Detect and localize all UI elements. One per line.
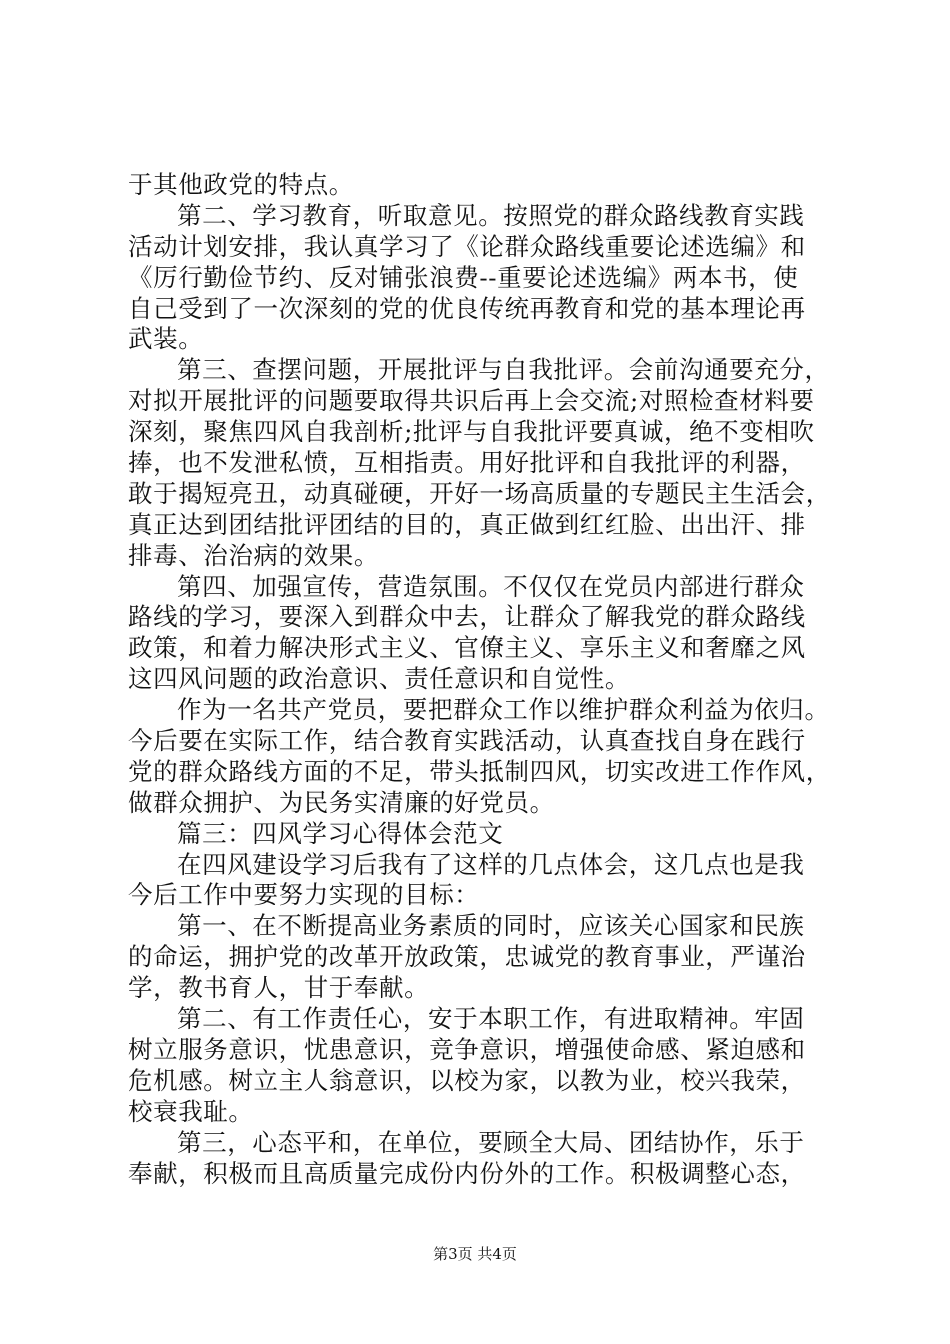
paragraph-line: 武装。 xyxy=(128,324,204,354)
paragraph xyxy=(128,355,848,571)
paragraph-line: 第一、在不断提高业务素质的同时，应该关心国家和民族 xyxy=(177,911,805,941)
paragraph-line: 作为一名共产党员，要把群众工作以维护群众利益为依归。 xyxy=(177,695,830,725)
paragraph-line: 做群众拥护、为民务实清廉的好党员。 xyxy=(128,787,555,817)
paragraph xyxy=(128,201,848,355)
paragraph-line: 第三、查摆问题，开展批评与自我批评。会前沟通要充分， xyxy=(177,355,830,385)
paragraph-line: 第二、有工作责任心，安于本职工作，有进取精神。牢固 xyxy=(177,1004,805,1034)
paragraph-line: 篇三：四风学习心得体会范文 xyxy=(177,818,504,848)
document-body xyxy=(128,170,848,1189)
paragraph-line: 对拟开展批评的问题要取得共识后再上会交流;对照检查材料要 xyxy=(128,386,815,416)
paragraph-line: 校衰我耻。 xyxy=(128,1096,254,1126)
paragraph xyxy=(128,572,848,696)
paragraph-line: 的命运，拥护党的改革开放政策，忠诚党的教育事业，严谨治 xyxy=(128,942,806,972)
paragraph-line: 路线的学习，要深入到群众中去，让群众了解我党的群众路线 xyxy=(128,602,806,632)
paragraph-line: 奉献，积极而且高质量完成份内份外的工作。积极调整心态， xyxy=(128,1158,806,1188)
paragraph xyxy=(128,819,848,850)
paragraph-line: 排毒、治治病的效果。 xyxy=(128,540,379,570)
paragraph-line: 学，教书育人，甘于奉献。 xyxy=(128,973,430,1003)
paragraph-line: 真正达到团结批评团结的目的，真正做到红红脸、出出汗、排 xyxy=(128,509,806,539)
paragraph xyxy=(128,695,848,819)
paragraph-line: 《厉行勤俭节约、反对铺张浪费--重要论述选编》两本书，使 xyxy=(128,262,799,292)
paragraph-line: 捧，也不发泄私愤，互相指责。用好批评和自我批评的利器， xyxy=(128,448,806,478)
paragraph xyxy=(128,1128,848,1190)
paragraph xyxy=(128,170,848,201)
paragraph-line: 政策，和着力解决形式主义、官僚主义、享乐主义和奢靡之风 xyxy=(128,633,806,663)
paragraph-line: 自己受到了一次深刻的党的优良传统再教育和党的基本理论再 xyxy=(128,293,806,323)
paragraph-line: 这四风问题的政治意识、责任意识和自觉性。 xyxy=(128,664,630,694)
paragraph-line: 危机感。树立主人翁意识，以校为家，以教为业，校兴我荣， xyxy=(128,1065,806,1095)
paragraph xyxy=(128,911,848,1004)
paragraph-line: 在四风建设学习后我有了这样的几点体会，这几点也是我 xyxy=(177,849,805,879)
paragraph-line: 深刻，聚焦四风自我剖析;批评与自我批评要真诚，绝不变相吹 xyxy=(128,417,815,447)
paragraph-line: 党的群众路线方面的不足，带头抵制四风，切实改进工作作风， xyxy=(128,756,831,786)
paragraph-line: 第四、加强宣传，营造氛围。不仅仅在党员内部进行群众 xyxy=(177,571,805,601)
paragraph xyxy=(128,850,848,912)
paragraph-line: 活动计划安排，我认真学习了《论群众路线重要论述选编》和 xyxy=(128,231,806,261)
paragraph-line: 树立服务意识，忧患意识，竞争意识，增强使命感、紧迫感和 xyxy=(128,1034,806,1064)
paragraph-line: 第二、学习教育，听取意见。按照党的群众路线教育实践 xyxy=(177,200,805,230)
paragraph-line: 于其他政党的特点。 xyxy=(128,170,354,199)
page-number-footer: 第3页 共4页 xyxy=(433,1245,517,1263)
paragraph-line: 敢于揭短亮丑，动真碰硬，开好一场高质量的专题民主生活会， xyxy=(128,478,831,508)
paragraph-line: 今后工作中要努力实现的目标： xyxy=(128,880,480,910)
paragraph-line: 第三，心态平和，在单位，要顾全大局、团结协作，乐于 xyxy=(177,1127,805,1157)
paragraph xyxy=(128,1004,848,1128)
paragraph-line: 今后要在实际工作，结合教育实践活动，认真查找自身在践行 xyxy=(128,726,806,756)
